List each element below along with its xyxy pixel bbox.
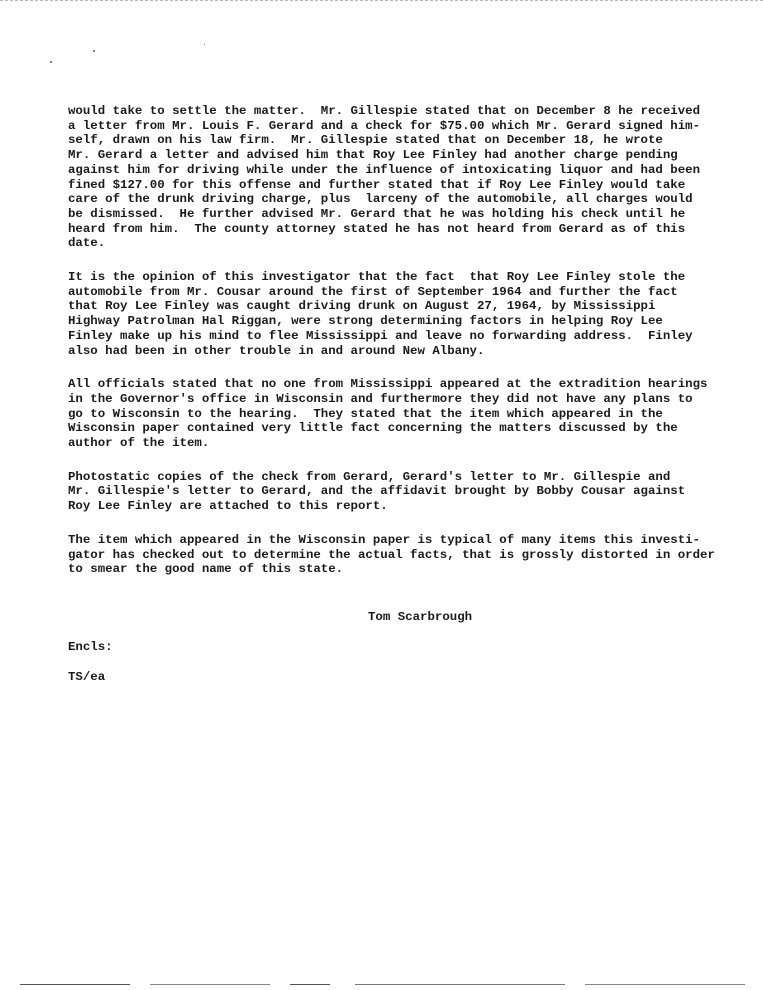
page-bottom-edge (0, 984, 763, 986)
text-line: The item which appeared in the Wisconsin paper is typical of many items this investi- (68, 532, 701, 547)
text-line: in the Governor's office in Wisconsin and furthermore they did not have any plans to (68, 391, 693, 406)
text-line: Mr. Gillespie's letter to Gerard, and the affidavit brought by Bobby Cousar against (68, 484, 686, 499)
text-line: heard from him. The county attorney stated he has not heard from Gerard as of this (68, 221, 686, 236)
page-top-edge (0, 0, 763, 5)
text-line: that Roy Lee Finley was caught driving drunk on August 27, 1964, by Mississippi (68, 299, 656, 314)
paragraph-3 (68, 377, 738, 451)
text-line: also had been in other trouble in and around New Albany. (68, 343, 485, 358)
text-line: Photostatic copies of the check from Gerard, Gerard's letter to Mr. Gillespie and (68, 469, 671, 484)
paragraph-2 (68, 270, 738, 358)
scan-speck (93, 50, 95, 52)
text-line: go to Wisconsin to the hearing. They stated that the item which appeared in the (68, 406, 663, 421)
text-line: Mr. Gerard a letter and advised him that Roy Lee Finley had another charge pending (68, 148, 678, 163)
text-line: gator has checked out to determine the actual facts, that is grossly distorted in order (68, 547, 715, 562)
paragraph-1 (68, 104, 738, 251)
signature-name: Tom Scarbrough (368, 610, 473, 624)
text-line: self, drawn on his law firm. Mr. Gillespie stated that on December 18, he wrote (68, 133, 663, 148)
text-line: Wisconsin paper contained very little fact concerning the matters discussed by the (68, 421, 678, 436)
text-line: automobile from Mr. Cousar around the first of September 1964 and further the fact (68, 284, 678, 299)
text-line: Highway Patrolman Hal Riggan, were strong determining factors in helping Roy Lee (68, 314, 663, 329)
text-line: fined $127.00 for this offense and further stated that if Roy Lee Finley would take (68, 177, 686, 192)
scan-speck (204, 44, 205, 45)
text-line: It is the opinion of this investigator that the fact that Roy Lee Finley stole the (68, 270, 686, 285)
text-line: All officials stated that no one from Mississippi appeared at the extradition hearings (68, 377, 708, 392)
document-body (68, 104, 738, 596)
text-line: be dismissed. He further advised Mr. Gerard that he was holding his check until he (68, 206, 686, 221)
text-line: a letter from Mr. Louis F. Gerard and a check for $75.00 which Mr. Gerard signed him- (68, 118, 701, 133)
paragraph-5 (68, 533, 738, 577)
typist-initials: TS/ea (68, 670, 106, 684)
text-line: author of the item. (68, 436, 210, 451)
scan-speck (50, 61, 52, 63)
paragraph-4 (68, 470, 738, 514)
text-line: would take to settle the matter. Mr. Gillespie stated that on December 8 he received (68, 104, 701, 118)
text-line: against him for driving while under the influence of intoxicating liquor and had been (68, 162, 701, 177)
text-line: Roy Lee Finley are attached to this report. (68, 499, 388, 514)
enclosures-label: Encls: (68, 640, 113, 654)
text-line: to smear the good name of this state. (68, 562, 344, 577)
text-line: Finley make up his mind to flee Mississippi and leave no forwarding address. Finley (68, 328, 693, 343)
text-line: care of the drunk driving charge, plus larceny of the automobile, all charges would (68, 192, 693, 207)
text-line: date. (68, 236, 106, 251)
